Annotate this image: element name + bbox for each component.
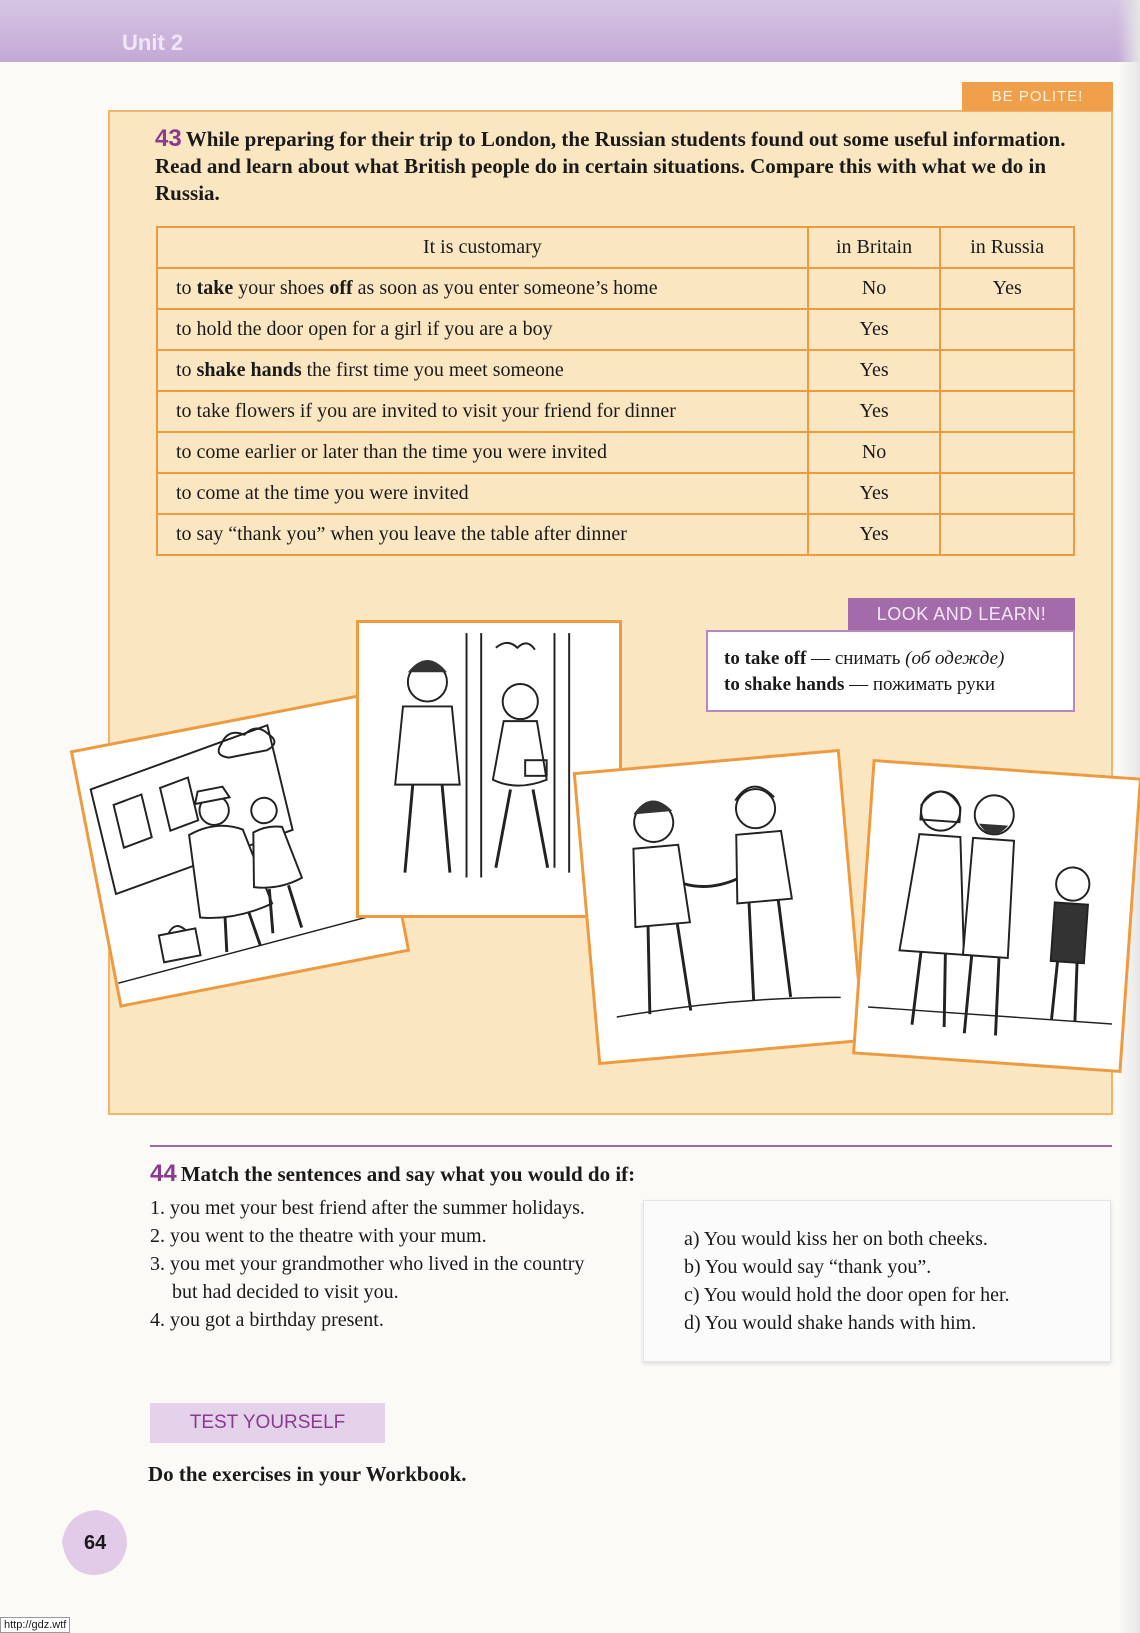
britain-cell: No (808, 268, 941, 309)
instruction-text: Match the sentences and say what you would do if: (180, 1162, 636, 1186)
custom-cell: to come earlier or later than the time you were invited (157, 432, 808, 473)
illustration-family (852, 759, 1140, 1073)
table-row (157, 514, 1074, 555)
custom-cell: to say “thank you” when you leave the table after dinner (157, 514, 808, 555)
list-item: 1. you met your best friend after the summer holidays. (150, 1197, 585, 1219)
answer-item: c) You would hold the door open for her. (684, 1284, 1010, 1306)
workbook-instruction: Do the exercises in your Workbook. (148, 1462, 467, 1486)
britain-cell: No (808, 432, 941, 473)
custom-cell: to shake hands the first time you meet someone (157, 350, 808, 391)
table-row (157, 432, 1074, 473)
table-row (157, 473, 1074, 514)
britain-cell: Yes (808, 350, 941, 391)
britain-cell: Yes (808, 309, 941, 350)
illustration-handshake (573, 749, 866, 1065)
column-header: in Britain (808, 227, 941, 268)
britain-cell: Yes (808, 473, 941, 514)
britain-cell: Yes (808, 391, 941, 432)
custom-cell: to take flowers if you are invited to visit your friend for dinner (157, 391, 808, 432)
table-header-row (157, 227, 1074, 268)
vocab-item: to shake hands — пожимать руки (724, 674, 996, 695)
list-item: 2. you went to the theatre with your mum. (150, 1225, 487, 1247)
answer-list (684, 1225, 1010, 1337)
column-header: It is customary (157, 227, 808, 268)
exercise-44-instruction (150, 1160, 635, 1188)
unit-label: Unit 2 (122, 30, 184, 55)
russia-cell[interactable]: Yes (940, 268, 1074, 309)
column-header: in Russia (940, 227, 1074, 268)
answer-item: a) You would kiss her on both cheeks. (684, 1228, 988, 1250)
custom-cell: to hold the door open for a girl if you are a boy (157, 309, 808, 350)
exercise-number: 43 (155, 125, 182, 152)
look-and-learn-title: LOOK AND LEARN! (848, 598, 1075, 630)
russia-cell[interactable] (940, 473, 1074, 514)
section-tag: BE POLITE! (962, 82, 1113, 111)
exercise-43-instruction (155, 125, 1085, 207)
vocab-item: to take off — снимать (об одежде) (724, 648, 1005, 669)
russia-cell[interactable] (940, 432, 1074, 473)
answer-item: d) You would shake hands with him. (684, 1312, 977, 1334)
table-row (157, 350, 1074, 391)
custom-cell: to come at the time you were invited (157, 473, 808, 514)
russia-cell[interactable] (940, 391, 1074, 432)
source-link[interactable]: http://gdz.wtf (0, 1617, 70, 1633)
situation-list (150, 1194, 610, 1334)
look-and-learn-box (706, 630, 1075, 712)
test-yourself-label: TEST YOURSELF (150, 1403, 385, 1443)
customs-table (156, 226, 1075, 556)
table-row (157, 391, 1074, 432)
russia-cell[interactable] (940, 309, 1074, 350)
table-row (157, 268, 1074, 309)
britain-cell: Yes (808, 514, 941, 555)
table-row (157, 309, 1074, 350)
exercise-number: 44 (150, 1160, 177, 1187)
page-number: 64 (84, 1532, 107, 1554)
russia-cell[interactable] (940, 514, 1074, 555)
list-item: 4. you got a birthday present. (150, 1309, 384, 1331)
custom-cell: to take your shoes off as soon as you enter someone’s home (157, 268, 808, 309)
answer-item: b) You would say “thank you”. (684, 1256, 932, 1278)
instruction-text: While preparing for their trip to London, the Russian students found out some useful information. Read and learn about what British people do in certain situations. Compare this with what we do in Russia. (155, 127, 1066, 205)
list-item: 3. you met your grandmother who lived in the country but had decided to visit you. (150, 1253, 585, 1303)
section-divider (150, 1145, 1112, 1147)
russia-cell[interactable] (940, 350, 1074, 391)
